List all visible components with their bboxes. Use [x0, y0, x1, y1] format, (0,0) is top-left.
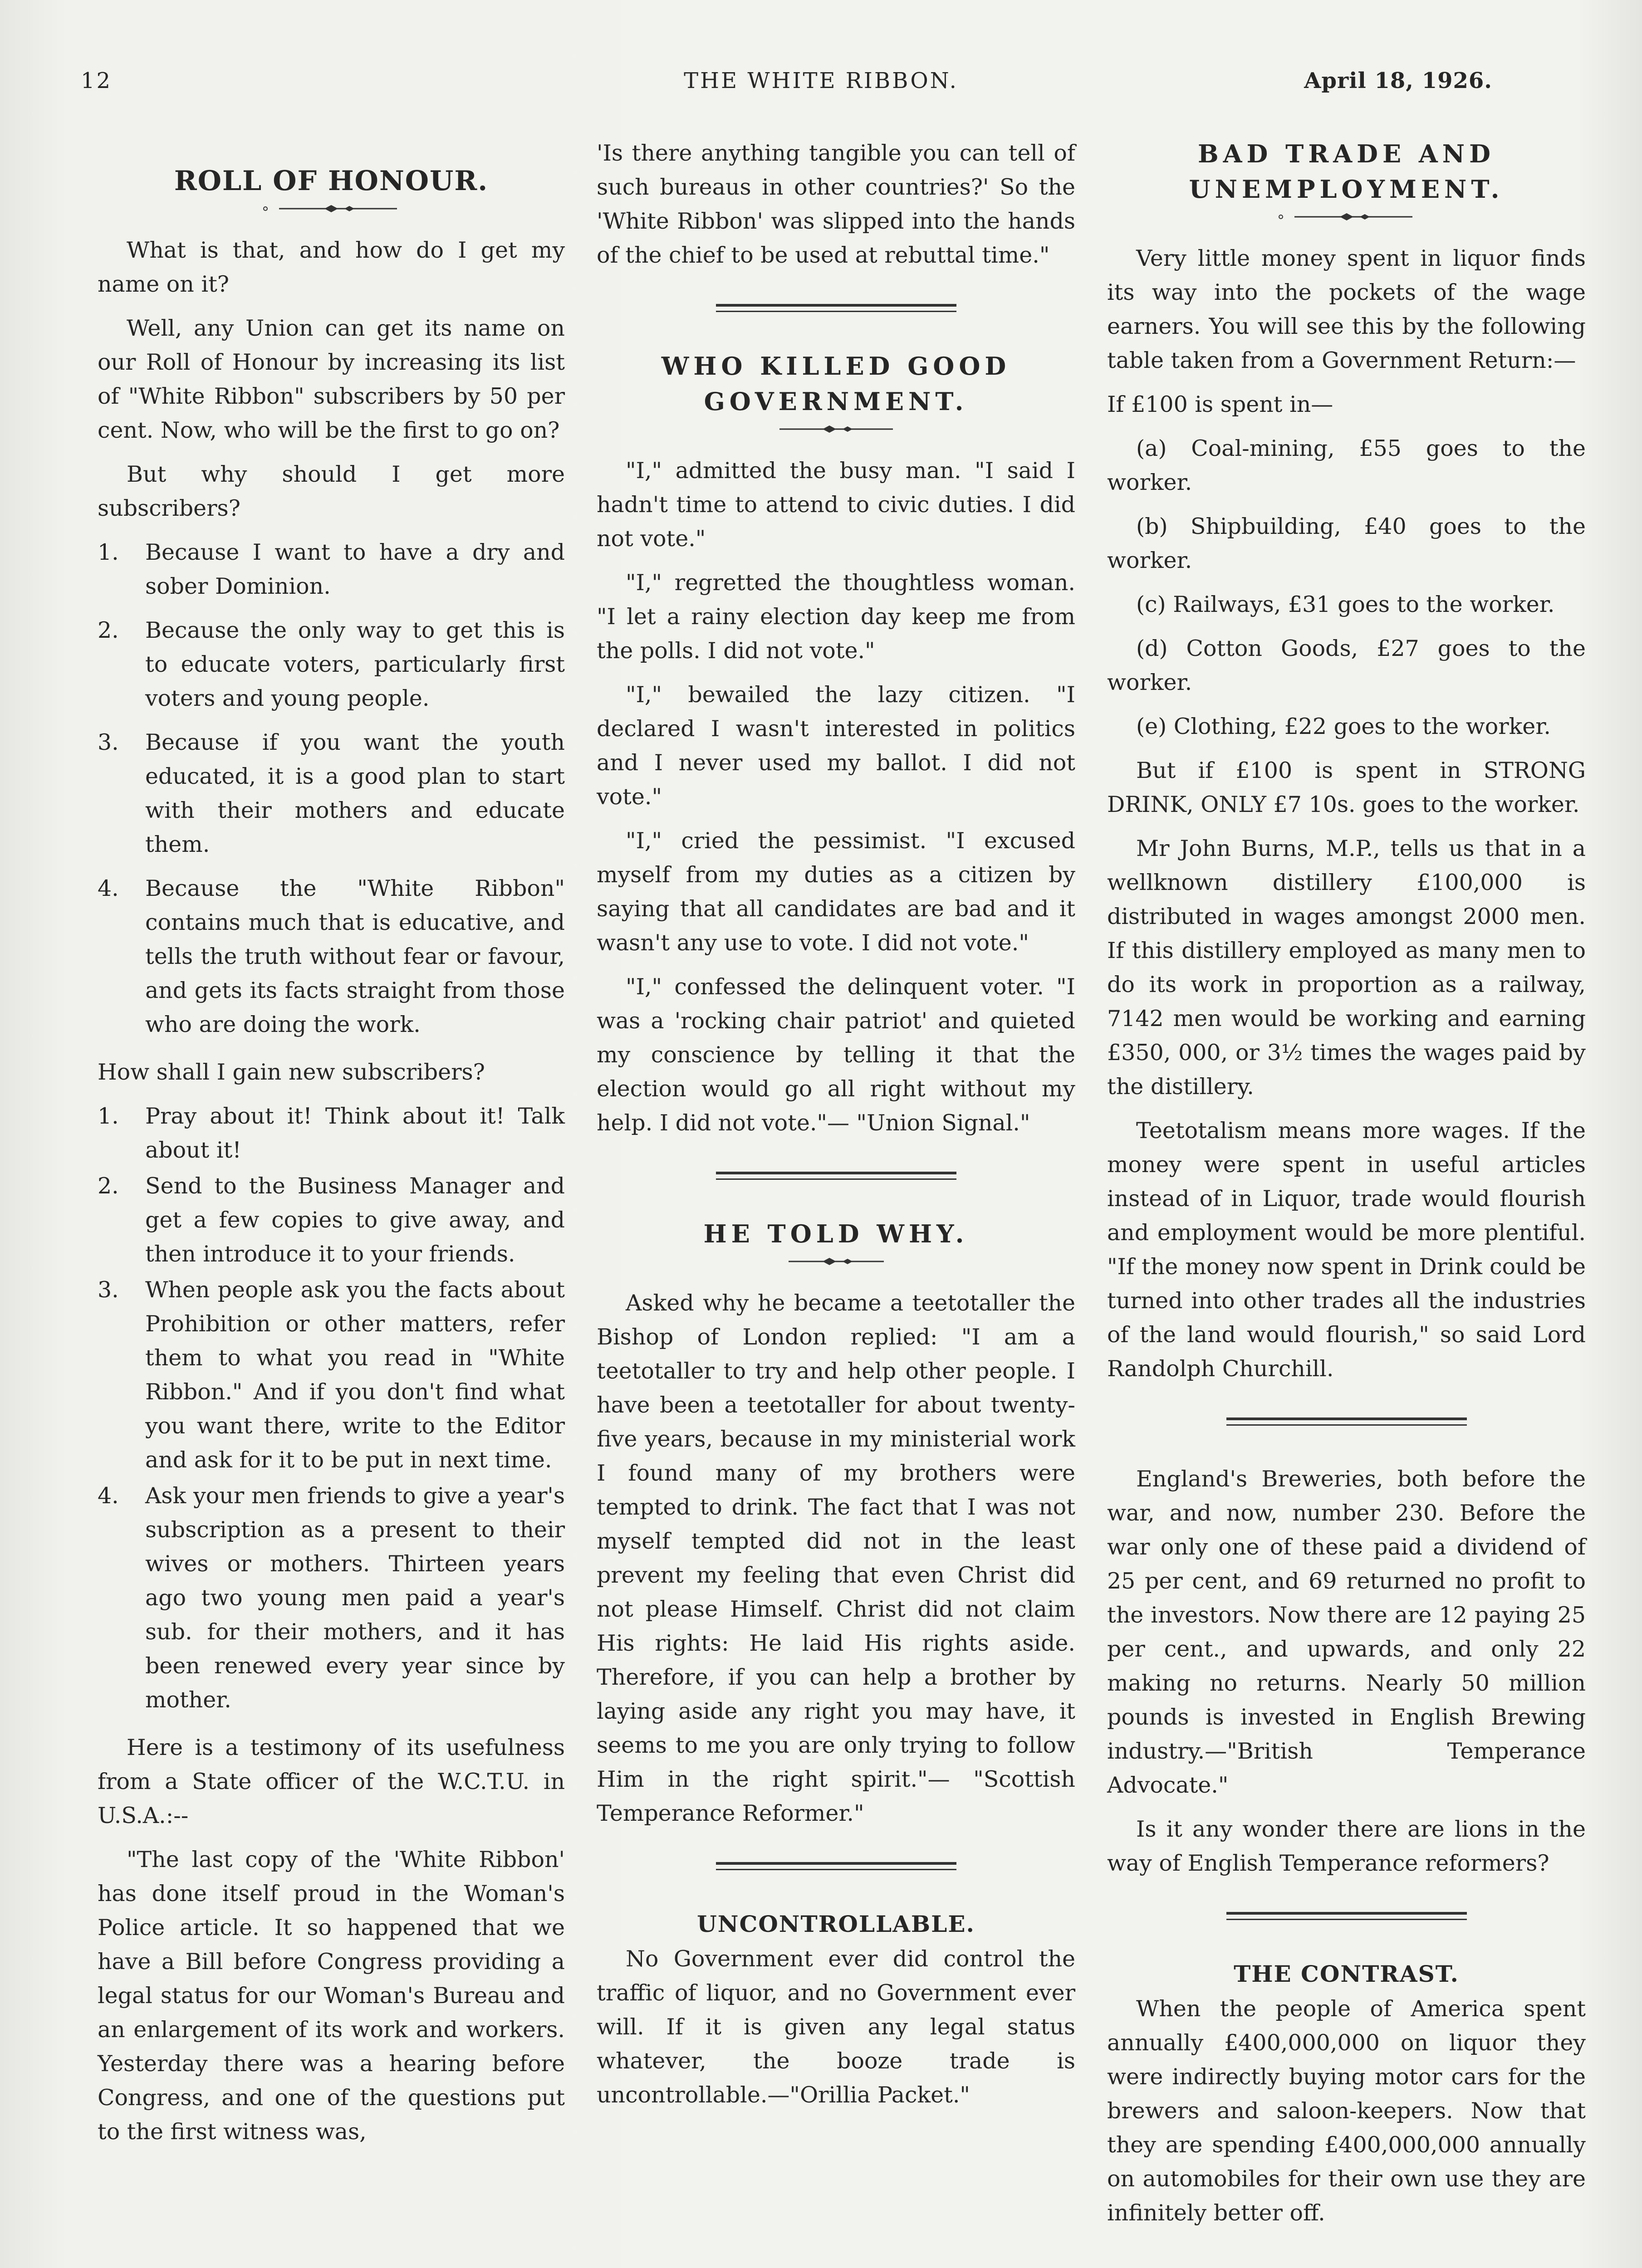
paragraph: Very little money spent in liquor finds its way into the pockets of the wage earners. You will see this by the following table taken from a Government Return:— [1107, 245, 1586, 373]
paragraph: But if £100 is spent in STRONG DRINK, ONLY £7 10s. goes to the worker. [1107, 758, 1586, 817]
double-rule-divider [716, 1862, 956, 1870]
paragraph: No Government ever did control the traffic of liquor, and no Government ever will. If it is given any legal status whatever, the booze trade is uncontrollable.—"Orillia Packet." [597, 1946, 1075, 2108]
ornament-divider [761, 1256, 911, 1267]
reasons-list [98, 535, 565, 1041]
paragraph: Here is a testimony of its usefulness from a State officer of the W.C.T.U. in U.S.A.:-- [98, 1735, 565, 1828]
paragraph: Asked why he became a teetotaller the Bishop of London replied: "I am a teetotaller to try and help other people. I have been a teetotaller for about twenty-five years, because in my ministerial work I found many of my brothers were tempted to drink. The fact that I was not myself tempted did not in the least prevent my feeling that even Christ did not please Himself. Christ did not claim His rights: He laid His rights aside. Therefore, if you can help a brother by laying aside any right you may have, it seems to me you are only trying to follow Him in the right spirit."— "Scottish Temperance Reformer." [597, 1290, 1075, 1826]
paragraph: Well, any Union can get its name on our Roll of Honour by increasing its list of "White Ribbon" subscribers by 50 per cent. Now, who will be the first to go on? [98, 315, 565, 443]
paragraph: How shall I gain new subscribers? [98, 1059, 485, 1085]
table-row: (a) Coal-mining, £55 goes to the worker. [1107, 435, 1586, 495]
list-item: 1. Because I want to have a dry and sober Dominion. [98, 539, 565, 599]
article-title-who-killed: WHO KILLED GOOD GOVERNMENT. [661, 352, 1011, 416]
paragraph: "The last copy of the 'White Ribbon' has done itself proud in the Woman's Police article. It so happened that we have a Bill before Congress providing a legal status for our Woman's Bureau and an enlargement of its work and workers. Yesterday there was a hearing before Congress, and one of the questions put to the first witness was, [98, 1847, 565, 2145]
article-title-uncontrollable: UNCONTROLLABLE. [697, 1911, 975, 1937]
paragraph: What is that, and how do I get my name on it? [98, 237, 565, 297]
double-rule-divider [716, 304, 956, 312]
paragraph: But why should I get more subscribers? [98, 461, 565, 521]
list-item: 3. Because if you want the youth educated, it is a good plan to start with their mothers and educate them. [98, 729, 565, 857]
double-rule-divider [1226, 1912, 1467, 1920]
list-item: 4. Ask your men friends to give a year's subscription as a present to their wives or mothers. Thirteen years ago two young men paid a year's sub. for their mothers, and it has been renewed every year since by mother. [98, 1483, 565, 1713]
column-2 [597, 136, 1075, 2122]
ornament-divider [761, 424, 911, 435]
paragraph: England's Breweries, both before the war, and now, number 230. Before the war only one of these paid a dividend of 25 per cent, and 69 returned no profit to the investors. Now there are 12 paying 25 per cent., and upwards, and only 22 making no returns. Nearly 50 million pounds is invested in English Brewing industry.—"British Temperance Advocate." [1107, 1466, 1586, 1798]
article-title-roll-of-honour: ROLL OF HONOUR. [174, 165, 489, 197]
table-row: (c) Railways, £31 goes to the worker. [1136, 591, 1555, 617]
article-title-he-told-why: HE TOLD WHY. [703, 1219, 969, 1248]
double-rule-divider [1226, 1418, 1467, 1426]
issue-date: April 18, 1926. [1304, 68, 1492, 93]
paragraph: "I," admitted the busy man. "I said I hadn't time to attend to civic duties. I did not vote." [597, 458, 1075, 552]
table-row: (b) Shipbuilding, £40 goes to the worker. [1107, 513, 1586, 573]
page-number: 12 [81, 68, 113, 93]
list-item: 4. Because the "White Ribbon" contains much that is educative, and tells the truth without fear or favour, and gets its facts straight from those who are doing the work. [98, 875, 565, 1037]
ornament-divider [1272, 211, 1421, 222]
paragraph: Mr John Burns, M.P., tells us that in a wellknown distillery £100,000 is distributed in wages amongst 2000 men. If this distillery employed as many men to do its work in proportion as a railway, 7142 men would be working and earning £350, 000, or 3½ times the wages paid by the distillery. [1107, 836, 1586, 1100]
table-row: (e) Clothing, £22 goes to the worker. [1136, 714, 1551, 739]
list-item: 3. When people ask you the facts about Prohibition or other matters, refer them to what you read in "White Ribbon." And if you don't find what you want there, write to the Editor and ask for it to be put in next time. [98, 1277, 565, 1473]
column-1 [98, 136, 565, 2159]
table-row: (d) Cotton Goods, £27 goes to the worker. [1107, 635, 1586, 695]
list-item: 1. Pray about it! Think about it! Talk about it! [98, 1103, 565, 1163]
paragraph: When the people of America spent annually £400,000,000 on liquor they were indirectly buying motor cars for the brewers and saloon-keepers. Now that they are spending £400,000,000 annually on automobiles for their own use they are infinitely better off. [1107, 1996, 1586, 2226]
publication-title: THE WHITE RIBBON. [684, 68, 958, 93]
paragraph: Is it any wonder there are lions in the way of English Temperance reformers? [1107, 1816, 1586, 1876]
article-title-bad-trade: BAD TRADE AND UNEMPLOYMENT. [1189, 139, 1504, 204]
column-3 [1107, 136, 1586, 2240]
paragraph: 'Is there anything tangible you can tell of such bureaus in other countries?' So the 'White Ribbon' was slipped into the hands of the chief to be used at rebuttal time." [597, 140, 1075, 268]
double-rule-divider [716, 1172, 956, 1180]
ways-list [98, 1099, 565, 1717]
paragraph: "I," cried the pessimist. "I excused myself from my duties as a citizen by saying that all candidates are bad and it wasn't any use to vote. I did not vote." [597, 828, 1075, 956]
list-item: 2. Because the only way to get this is to educate voters, particularly first voters and young people. [98, 617, 565, 711]
page-header [0, 68, 1642, 109]
article-title-the-contrast: THE CONTRAST. [1234, 1960, 1459, 1987]
list-item: 2. Send to the Business Manager and get a few copies to give away, and then introduce it to your friends. [98, 1173, 565, 1267]
paragraph: "I," confessed the delinquent voter. "I was a 'rocking chair patriot' and quieted my conscience by telling it that the election would go all right without my help. I did not vote."— "Union Signal." [597, 974, 1075, 1136]
paragraph: "I," bewailed the lazy citizen. "I declared I wasn't interested in politics and I never used my ballot. I did not vote." [597, 682, 1075, 810]
paragraph: "I," regretted the thoughtless woman. "I let a rainy election day keep me from the polls. I did not vote." [597, 570, 1075, 664]
ornament-divider [256, 203, 406, 214]
paragraph: If £100 is spent in— [1107, 391, 1333, 417]
paragraph: Teetotalism means more wages. If the money were spent in useful articles instead of in Liquor, trade would flourish and employment would be more plentiful. "If the money now spent in Drink could be turned into other trades all the industries of the land would flourish," so said Lord Randolph Churchill. [1107, 1118, 1586, 1382]
